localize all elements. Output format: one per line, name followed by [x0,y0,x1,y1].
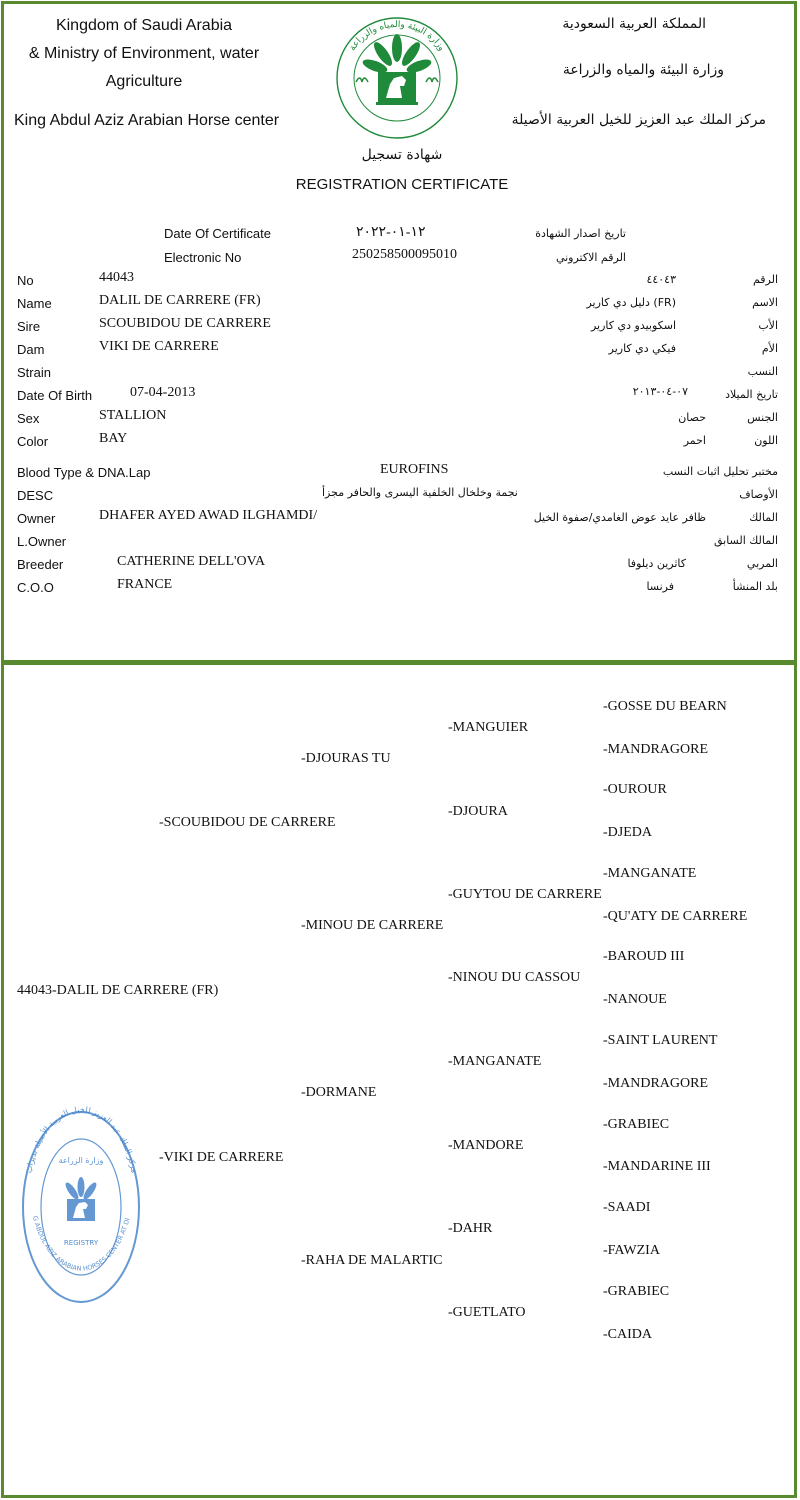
field-value: DALIL DE CARRERE (FR) [99,293,261,308]
field-label: Color [17,434,49,449]
logo-ring-text: وزارة البيئة والمياه والزراعة [347,19,447,53]
pedigree-gen4-item: -BAROUD III [603,949,685,964]
pedigree-gen4-item: -FAWZIA [603,1243,660,1258]
field-value-ar: ٤٤٠٤٣ [646,273,676,286]
registry-stamp [19,1105,144,1310]
pedigree-subject: 44043-DALIL DE CARRERE (FR) [17,983,219,998]
field-value: VIKI DE CARRERE [99,339,219,354]
field-value-ar: فرنسا [646,580,674,593]
header-en-line-3: Agriculture [105,73,183,90]
header-english [24,12,264,96]
field-label-ar: الأب [758,319,778,332]
field-value-ar: ٠٧-٠٤-٢٠١٣ [632,385,688,398]
electronic-no-label-ar: الرقم الاكتروني [555,251,626,264]
pedigree-panel [1,662,797,1498]
certificate-details-panel [1,1,797,663]
pedigree-gen4-item: -NANOUE [603,992,667,1007]
field-value-ar: ظافر عايد عوض الغامدي/صفوة الخيل [533,511,706,524]
field-label: Blood Type & DNA.Lap [17,465,151,480]
field-value: BAY [99,431,128,446]
field-value-ar: اسكوبيدو دي كارير [590,319,676,332]
header-ar-line-1: المملكة العربية السعودية [562,16,706,32]
field-label-ar: مختبر تحليل اثبات النسب [662,465,778,478]
title-arabic: شهادة تسجيل [361,147,443,163]
pedigree-gen2-item: -DORMANE [301,1085,377,1100]
pedigree-gen4-item: -GRABIEC [603,1117,670,1132]
pedigree-gen4-item: -OUROUR [603,782,667,797]
field-label-ar: النسب [747,365,778,378]
field-value: نجمة وخلخال الخلفية اليسرى والحافر مجزأ [322,486,518,499]
pedigree-gen2-item: -DJOURAS TU [301,751,391,766]
field-label-ar: الأوصاف [739,488,778,501]
pedigree-gen4-item: -MANDRAGORE [603,1076,708,1091]
field-label: L.Owner [17,534,67,549]
field-label-ar: المالك السابق [713,534,778,547]
pedigree-gen3-item: -GUYTOU DE CARRERE [448,887,602,902]
header-en-line-4: King Abdul Aziz Arabian Horse center [14,112,280,129]
pedigree-gen4-item: -GRABIEC [603,1284,670,1299]
pedigree-gen4-item: -SAINT LAURENT [603,1033,718,1048]
registry-stamp-icon [19,1105,144,1310]
ministry-logo-emblem-icon [336,12,458,144]
pedigree-gen2-item: -RAHA DE MALARTIC [301,1253,443,1268]
stamp-ring-text-en: G ABDUL AZIZ ARABIAN HORSES CENTER AT DI [30,1215,132,1273]
pedigree-gen4-item: -MANDARINE III [603,1159,711,1174]
electronic-no-label: Electronic No [164,250,242,265]
field-label: Sex [17,411,40,426]
field-label-ar: المالك [749,511,778,524]
field-label: Owner [17,511,56,526]
field-label-ar: الجنس [747,411,778,424]
electronic-no-value: 250258500095010 [352,247,457,262]
field-value: SCOUBIDOU DE CARRERE [99,316,271,331]
pedigree-gen4-item: -MANGANATE [603,866,697,881]
pedigree-gen3-item: -MANGUIER [448,720,529,735]
certificate-date-value: ١٢-٠١-٢٠٢٢ [356,225,426,240]
header-en-line-1: Kingdom of Saudi Arabia [55,17,233,34]
field-value: CATHERINE DELL'OVA [117,554,266,569]
pedigree-gen3-item: -DAHR [448,1221,493,1236]
pedigree-gen4-item: -GOSSE DU BEARN [603,699,727,714]
pedigree-gen4-item: -CAIDA [603,1327,652,1342]
certificate-date-label: Date Of Certificate [164,226,271,241]
field-label: DESC [17,488,54,503]
header-ar-line-2: وزارة البيئة والمياه والزراعة [562,62,724,78]
certificate-date-label-ar: تاريخ اصدار الشهادة [535,227,626,240]
field-label-ar: تاريخ الميلاد [725,388,778,401]
field-value: 07-04-2013 [130,385,196,400]
pedigree-gen4-item: -SAADI [603,1200,651,1215]
field-label-ar: الأم [761,342,778,355]
pedigree-sire: -SCOUBIDOU DE CARRERE [159,815,336,830]
pedigree-gen4-item: -DJEDA [603,825,652,840]
stamp-ring-text-ar: مركز الملك عبد العزيز للخيل العربية الأصيلة بديراب [24,1105,139,1174]
field-value: 44043 [99,270,134,285]
field-value-ar: كاثرين ديلوفا [627,557,686,570]
field-label-ar: اللون [754,434,778,447]
pedigree-gen4-item: -MANDRAGORE [603,742,708,757]
field-value: FRANCE [117,577,173,592]
pedigree-gen3-item: -DJOURA [448,804,508,819]
pedigree-gen3-item: -MANDORE [448,1138,524,1153]
field-value-ar: فيكي دي كارير [608,342,676,355]
field-label-ar: الاسم [752,296,778,309]
stamp-registry-text: REGISTRY [63,1239,99,1247]
field-label: Name [17,296,52,311]
field-value-ar: احمر [683,434,706,447]
pedigree-gen2-item: -MINOU DE CARRERE [301,918,444,933]
field-label-ar: بلد المنشأ [732,580,778,593]
pedigree-gen3-item: -MANGANATE [448,1054,542,1069]
field-label: Sire [17,319,41,334]
field-label: Breeder [17,557,64,572]
field-value: EUROFINS [380,462,449,477]
pedigree-dam: -VIKI DE CARRERE [159,1150,284,1165]
pedigree-gen4-item: -QU'ATY DE CARRERE [603,909,748,924]
field-value-ar: حصان [678,411,706,424]
stamp-ministry-text: وزارة الزراعة [58,1156,104,1165]
field-label: Dam [17,342,45,357]
header-ar-line-3: مركز الملك عبد العزيز للخيل العربية الأصيلة [511,112,766,128]
header-en-line-2: & Ministry of Environment, water [28,45,260,62]
field-label-ar: المربي [746,557,778,570]
pedigree-gen3-item: -NINOU DU CASSOU [448,970,581,985]
field-label-ar: الرقم [752,273,778,286]
field-value-ar: (FR) دليل دي كارير [586,296,676,309]
field-label: C.O.O [17,580,54,595]
field-label: No [17,273,34,288]
field-value: DHAFER AYED AWAD ILGHAMDI/ [99,508,318,523]
field-label: Strain [17,365,51,380]
field-value: STALLION [99,408,167,423]
pedigree-gen3-item: -GUETLATO [448,1305,526,1320]
field-label: Date Of Birth [17,388,93,403]
title-english: REGISTRATION CERTIFICATE [295,176,509,193]
ministry-logo [336,12,458,144]
